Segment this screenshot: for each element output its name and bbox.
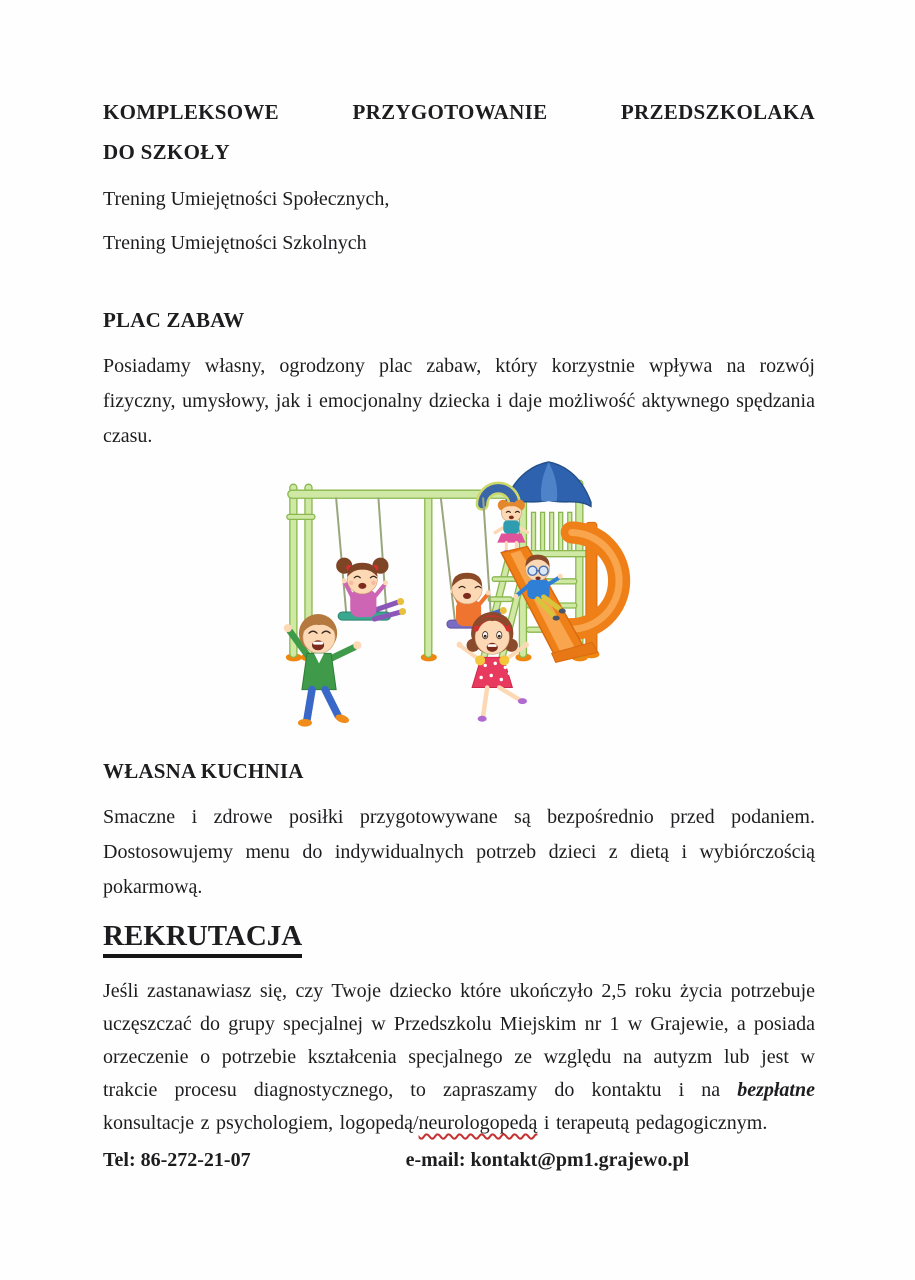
recruitment-text-part1: Jeśli zastanawiasz się, czy Twoje dziecko które ukończyło 2,5 roku życia potrzebuje uczęszczać do grupy specjalnej w Przedszkolu Miejskim nr 1 w Grajewie, a posiada orzeczenie o potrzebie kształcenia specjalnego ze względu na autyzm lub jest w trakcie procesu diagnostycznego, to zapraszamy do kontaktu i na [103,980,815,1101]
recruitment-text-part2: konsultacje z psychologiem, logopedą/ [103,1112,419,1134]
spellchecked-word: neurologopedą [418,1112,538,1134]
training-social-line: Trening Umiejętności Społecznych, [103,188,390,210]
kitchen-paragraph: Smaczne i zdrowe posiłki przygotowywane są bezpośrednio przed podaniem. Dostosowujemy menu do indywidualnych potrzeb dzieci z dietą i wybiórczością pokarmową. [103,806,815,898]
playground-illustration [275,460,643,752]
contact-row [103,1149,815,1172]
document-title-line-2: DO SZKOŁY [103,140,230,164]
tower-canopy [482,462,591,506]
recruitment-text-part3: i terapeutą pedagogicznym. [537,1112,768,1134]
document-title [103,92,815,172]
recruitment-paragraph [103,975,815,1140]
section-heading-playground: PLAC ZABAW [103,308,245,332]
playground-paragraph: Posiadamy własny, ogrodzony plac zabaw, który korzystnie wpływa na rozwój fizyczny, umysłowy, jak i emocjonalny dziecka i daje możliwość aktywnego spędzania czasu. [103,355,815,447]
document-title-line-1: KOMPLEKSOWE PRZYGOTOWANIE PRZEDSZKOLAKA [103,100,815,124]
recruitment-heading-text: REKRUTACJA [103,919,302,958]
phone-contact: Tel: 86-272-21-07 [103,1149,251,1171]
playground-children-illustration-svg [275,460,643,752]
swing-girl [336,498,406,620]
section-heading-kitchen: WŁASNA KUCHNIA [103,759,304,783]
email-contact: e-mail: kontakt@pm1.grajewo.pl [405,1149,690,1171]
emphasis-bezplatne: bezpłatne [737,1079,815,1101]
training-school-line: Trening Umiejętności Szkolnych [103,232,367,254]
section-heading-recruitment [103,919,815,958]
